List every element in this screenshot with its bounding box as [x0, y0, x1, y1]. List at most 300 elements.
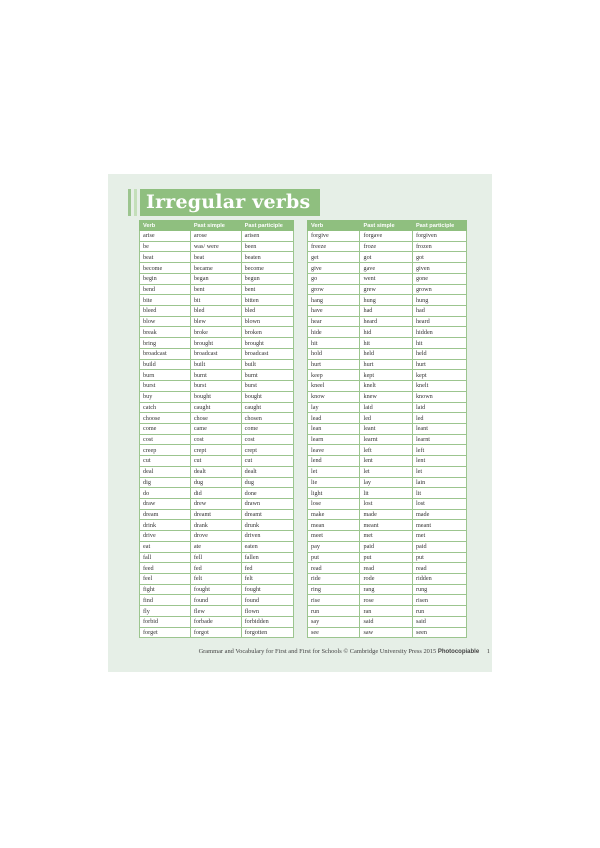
- cell-verb: lend: [308, 456, 360, 467]
- table-row: [308, 348, 467, 359]
- cell-verb: be: [140, 241, 191, 252]
- cell-verb: go: [308, 273, 360, 284]
- table-row: [140, 456, 294, 467]
- cell-verb: keep: [308, 370, 360, 381]
- cell-past-simple: brought: [190, 338, 241, 349]
- cell-past-simple: ate: [190, 541, 241, 552]
- table-row: [308, 595, 467, 606]
- cell-verb: find: [140, 595, 191, 606]
- table-row: [140, 477, 294, 488]
- cell-past-participle: dealt: [241, 466, 293, 477]
- cell-past-simple: became: [190, 263, 241, 274]
- table-row: [140, 627, 294, 638]
- cell-past-simple: laid: [360, 402, 412, 413]
- table-row: [308, 402, 467, 413]
- table-row: [308, 359, 467, 370]
- worksheet-page: [108, 174, 492, 672]
- table-row: [140, 606, 294, 617]
- cell-verb: put: [308, 552, 360, 563]
- cell-verb: come: [140, 423, 191, 434]
- cell-verb: bend: [140, 284, 191, 295]
- cell-verb: ride: [308, 574, 360, 585]
- page-title: Irregular verbs: [140, 189, 320, 216]
- cell-past-simple: forgot: [190, 627, 241, 638]
- cell-verb: bite: [140, 295, 191, 306]
- table-row: [308, 574, 467, 585]
- cell-past-simple: led: [360, 413, 412, 424]
- table-row: [308, 456, 467, 467]
- cell-past-participle: bitten: [241, 295, 293, 306]
- cell-verb: broadcast: [140, 348, 191, 359]
- header-past-simple: Past simple: [190, 221, 241, 231]
- cell-past-participle: fed: [241, 563, 293, 574]
- table-row: [308, 520, 467, 531]
- table-row: [308, 552, 467, 563]
- cell-past-simple: drew: [190, 498, 241, 509]
- table-row: [140, 616, 294, 627]
- cell-past-simple: began: [190, 273, 241, 284]
- table-row: [140, 584, 294, 595]
- cell-past-simple: bit: [190, 295, 241, 306]
- table-row: [308, 316, 467, 327]
- header-verb: Verb: [140, 221, 191, 231]
- cell-past-participle: found: [241, 595, 293, 606]
- table-row: [308, 627, 467, 638]
- table-row: [140, 348, 294, 359]
- cell-past-participle: got: [412, 252, 466, 263]
- cell-verb: eat: [140, 541, 191, 552]
- cell-verb: give: [308, 263, 360, 274]
- cell-past-participle: eaten: [241, 541, 293, 552]
- cell-past-participle: led: [412, 413, 466, 424]
- cell-past-simple: saw: [360, 627, 412, 638]
- cell-verb: meet: [308, 531, 360, 542]
- cell-past-simple: leant: [360, 423, 412, 434]
- header-verb: Verb: [308, 221, 360, 231]
- cell-past-simple: rose: [360, 595, 412, 606]
- header-past-simple: Past simple: [360, 221, 412, 231]
- cell-past-participle: blown: [241, 316, 293, 327]
- cell-verb: become: [140, 263, 191, 274]
- table-row: [308, 252, 467, 263]
- cell-past-participle: driven: [241, 531, 293, 542]
- table-row: [308, 370, 467, 381]
- cell-past-participle: flown: [241, 606, 293, 617]
- verb-table-left: [139, 220, 294, 638]
- cell-past-participle: lain: [412, 477, 466, 488]
- cell-verb: build: [140, 359, 191, 370]
- title-banner: [128, 189, 320, 216]
- cell-past-simple: burst: [190, 381, 241, 392]
- cell-past-participle: dug: [241, 477, 293, 488]
- cell-past-simple: had: [360, 306, 412, 317]
- table-row: [140, 295, 294, 306]
- cell-past-participle: left: [412, 445, 466, 456]
- cell-past-participle: drawn: [241, 498, 293, 509]
- table-row: [140, 327, 294, 338]
- cell-past-simple: froze: [360, 241, 412, 252]
- cell-past-participle: ridden: [412, 574, 466, 585]
- cell-verb: ring: [308, 584, 360, 595]
- table-row: [308, 241, 467, 252]
- cell-past-simple: forgave: [360, 231, 412, 242]
- cell-past-participle: fought: [241, 584, 293, 595]
- cell-past-simple: got: [360, 252, 412, 263]
- cell-verb: choose: [140, 413, 191, 424]
- table-row: [140, 520, 294, 531]
- table-row: [308, 477, 467, 488]
- table-row: [140, 531, 294, 542]
- table-row: [308, 531, 467, 542]
- cell-past-participle: forbidden: [241, 616, 293, 627]
- cell-verb: hurt: [308, 359, 360, 370]
- cell-past-simple: held: [360, 348, 412, 359]
- cell-verb: make: [308, 509, 360, 520]
- table-row: [140, 488, 294, 499]
- cell-verb: say: [308, 616, 360, 627]
- cell-past-participle: kept: [412, 370, 466, 381]
- cell-past-simple: went: [360, 273, 412, 284]
- verb-table-right: [307, 220, 467, 638]
- table-row: [308, 273, 467, 284]
- cell-past-simple: hid: [360, 327, 412, 338]
- cell-past-simple: grew: [360, 284, 412, 295]
- cell-past-participle: cut: [241, 456, 293, 467]
- table-row: [140, 273, 294, 284]
- cell-verb: burst: [140, 381, 191, 392]
- cell-verb: beat: [140, 252, 191, 263]
- cell-past-simple: knew: [360, 391, 412, 402]
- cell-past-simple: did: [190, 488, 241, 499]
- table-row: [140, 241, 294, 252]
- cell-past-participle: broken: [241, 327, 293, 338]
- cell-past-simple: kept: [360, 370, 412, 381]
- cell-past-simple: dug: [190, 477, 241, 488]
- cell-verb: light: [308, 488, 360, 499]
- cell-verb: kneel: [308, 381, 360, 392]
- cell-past-participle: leant: [412, 423, 466, 434]
- cell-past-participle: hurt: [412, 359, 466, 370]
- cell-past-simple: gave: [360, 263, 412, 274]
- table-row: [308, 263, 467, 274]
- cell-past-simple: was/ were: [190, 241, 241, 252]
- cell-verb: feed: [140, 563, 191, 574]
- cell-verb: freeze: [308, 241, 360, 252]
- cell-verb: buy: [140, 391, 191, 402]
- cell-verb: blow: [140, 316, 191, 327]
- cell-past-participle: put: [412, 552, 466, 563]
- table-header-row: [308, 221, 467, 231]
- table-row: [308, 445, 467, 456]
- cell-past-simple: fed: [190, 563, 241, 574]
- cell-verb: run: [308, 606, 360, 617]
- cell-verb: hold: [308, 348, 360, 359]
- table-row: [308, 338, 467, 349]
- cell-past-participle: hit: [412, 338, 466, 349]
- cell-verb: deal: [140, 466, 191, 477]
- cell-past-participle: held: [412, 348, 466, 359]
- cell-past-participle: made: [412, 509, 466, 520]
- table-row: [308, 306, 467, 317]
- cell-verb: hear: [308, 316, 360, 327]
- cell-past-participle: drunk: [241, 520, 293, 531]
- cell-past-simple: blew: [190, 316, 241, 327]
- cell-past-simple: forbade: [190, 616, 241, 627]
- cell-past-participle: built: [241, 359, 293, 370]
- cell-past-participle: seen: [412, 627, 466, 638]
- table-header-row: [140, 221, 294, 231]
- cell-verb: fall: [140, 552, 191, 563]
- cell-past-participle: grown: [412, 284, 466, 295]
- cell-past-participle: said: [412, 616, 466, 627]
- cell-past-simple: rang: [360, 584, 412, 595]
- cell-past-simple: lit: [360, 488, 412, 499]
- cell-verb: fly: [140, 606, 191, 617]
- cell-past-simple: beat: [190, 252, 241, 263]
- cell-past-participle: gone: [412, 273, 466, 284]
- cell-past-participle: arisen: [241, 231, 293, 242]
- header-past-participle: Past participle: [241, 221, 293, 231]
- cell-past-simple: arose: [190, 231, 241, 242]
- cell-past-simple: hurt: [360, 359, 412, 370]
- cell-past-simple: felt: [190, 574, 241, 585]
- cell-past-simple: lent: [360, 456, 412, 467]
- cell-past-simple: drove: [190, 531, 241, 542]
- cell-verb: break: [140, 327, 191, 338]
- cell-past-participle: had: [412, 306, 466, 317]
- cell-past-participle: lent: [412, 456, 466, 467]
- cell-past-simple: burnt: [190, 370, 241, 381]
- table-row: [308, 381, 467, 392]
- cell-past-participle: known: [412, 391, 466, 402]
- cell-past-participle: cost: [241, 434, 293, 445]
- cell-verb: creep: [140, 445, 191, 456]
- page-footer: [160, 648, 490, 655]
- cell-verb: cost: [140, 434, 191, 445]
- cell-verb: draw: [140, 498, 191, 509]
- cell-past-participle: risen: [412, 595, 466, 606]
- cell-verb: forgive: [308, 231, 360, 242]
- cell-verb: pay: [308, 541, 360, 552]
- table-row: [308, 616, 467, 627]
- cell-past-participle: bought: [241, 391, 293, 402]
- table-row: [140, 359, 294, 370]
- table-row: [308, 498, 467, 509]
- table-row: [140, 338, 294, 349]
- cell-verb: have: [308, 306, 360, 317]
- cell-past-simple: heard: [360, 316, 412, 327]
- cell-past-simple: fought: [190, 584, 241, 595]
- table-row: [140, 284, 294, 295]
- cell-past-participle: let: [412, 466, 466, 477]
- cell-past-participle: hidden: [412, 327, 466, 338]
- cell-past-participle: forgiven: [412, 231, 466, 242]
- cell-past-simple: meant: [360, 520, 412, 531]
- cell-verb: lie: [308, 477, 360, 488]
- cell-verb: read: [308, 563, 360, 574]
- title-accent-stripe: [128, 189, 131, 216]
- cell-past-participle: been: [241, 241, 293, 252]
- table-row: [308, 563, 467, 574]
- cell-past-participle: bent: [241, 284, 293, 295]
- table-row: [308, 423, 467, 434]
- cell-past-simple: caught: [190, 402, 241, 413]
- table-row: [140, 434, 294, 445]
- cell-past-simple: dreamt: [190, 509, 241, 520]
- cell-verb: lay: [308, 402, 360, 413]
- cell-past-participle: burst: [241, 381, 293, 392]
- cell-verb: fight: [140, 584, 191, 595]
- table-row: [140, 252, 294, 263]
- cell-past-participle: laid: [412, 402, 466, 413]
- table-row: [140, 466, 294, 477]
- table-row: [140, 552, 294, 563]
- cell-verb: feel: [140, 574, 191, 585]
- cell-verb: catch: [140, 402, 191, 413]
- cell-past-simple: read: [360, 563, 412, 574]
- cell-past-simple: hit: [360, 338, 412, 349]
- cell-verb: forget: [140, 627, 191, 638]
- cell-past-simple: met: [360, 531, 412, 542]
- table-row: [140, 541, 294, 552]
- cell-verb: cut: [140, 456, 191, 467]
- cell-verb: hide: [308, 327, 360, 338]
- cell-past-participle: caught: [241, 402, 293, 413]
- title-accent-stripe: [134, 189, 137, 216]
- cell-past-participle: burnt: [241, 370, 293, 381]
- cell-past-participle: knelt: [412, 381, 466, 392]
- cell-verb: lean: [308, 423, 360, 434]
- table-row: [308, 488, 467, 499]
- cell-past-simple: lay: [360, 477, 412, 488]
- table-row: [140, 595, 294, 606]
- cell-past-participle: read: [412, 563, 466, 574]
- cell-past-simple: rode: [360, 574, 412, 585]
- cell-verb: mean: [308, 520, 360, 531]
- table-row: [308, 584, 467, 595]
- cell-past-simple: cut: [190, 456, 241, 467]
- cell-past-participle: lit: [412, 488, 466, 499]
- cell-past-simple: dealt: [190, 466, 241, 477]
- cell-past-participle: rung: [412, 584, 466, 595]
- table-row: [140, 263, 294, 274]
- table-row: [308, 466, 467, 477]
- cell-past-participle: crept: [241, 445, 293, 456]
- cell-past-participle: heard: [412, 316, 466, 327]
- cell-verb: hang: [308, 295, 360, 306]
- table-row: [140, 402, 294, 413]
- cell-past-participle: begun: [241, 273, 293, 284]
- cell-verb: see: [308, 627, 360, 638]
- table-row: [140, 423, 294, 434]
- cell-past-participle: become: [241, 263, 293, 274]
- cell-past-participle: frozen: [412, 241, 466, 252]
- table-row: [308, 327, 467, 338]
- cell-past-simple: cost: [190, 434, 241, 445]
- cell-verb: rise: [308, 595, 360, 606]
- cell-past-simple: bought: [190, 391, 241, 402]
- cell-past-participle: beaten: [241, 252, 293, 263]
- cell-past-simple: made: [360, 509, 412, 520]
- cell-past-participle: given: [412, 263, 466, 274]
- table-row: [140, 370, 294, 381]
- cell-past-participle: met: [412, 531, 466, 542]
- cell-past-participle: hung: [412, 295, 466, 306]
- copyright-text: Grammar and Vocabulary for First and First for Schools © Cambridge University Press 2015: [198, 648, 437, 655]
- cell-past-simple: crept: [190, 445, 241, 456]
- cell-past-simple: lost: [360, 498, 412, 509]
- table-row: [308, 295, 467, 306]
- cell-verb: bleed: [140, 306, 191, 317]
- cell-past-simple: bent: [190, 284, 241, 295]
- cell-past-simple: knelt: [360, 381, 412, 392]
- cell-past-participle: run: [412, 606, 466, 617]
- cell-past-participle: paid: [412, 541, 466, 552]
- table-row: [308, 434, 467, 445]
- cell-past-simple: said: [360, 616, 412, 627]
- cell-past-participle: learnt: [412, 434, 466, 445]
- table-row: [308, 413, 467, 424]
- photocopiable-label: Photocopiable: [437, 649, 480, 655]
- table-row: [308, 231, 467, 242]
- cell-verb: begin: [140, 273, 191, 284]
- cell-past-simple: left: [360, 445, 412, 456]
- table-row: [140, 413, 294, 424]
- cell-past-participle: felt: [241, 574, 293, 585]
- cell-past-participle: dreamt: [241, 509, 293, 520]
- cell-past-simple: flew: [190, 606, 241, 617]
- cell-past-participle: bled: [241, 306, 293, 317]
- table-row: [140, 498, 294, 509]
- cell-verb: bring: [140, 338, 191, 349]
- table-row: [140, 509, 294, 520]
- cell-past-participle: lost: [412, 498, 466, 509]
- cell-past-participle: brought: [241, 338, 293, 349]
- cell-verb: dream: [140, 509, 191, 520]
- cell-verb: get: [308, 252, 360, 263]
- cell-verb: hit: [308, 338, 360, 349]
- table-row: [308, 541, 467, 552]
- cell-verb: lose: [308, 498, 360, 509]
- cell-verb: do: [140, 488, 191, 499]
- cell-past-simple: paid: [360, 541, 412, 552]
- cell-verb: know: [308, 391, 360, 402]
- cell-past-simple: drank: [190, 520, 241, 531]
- cell-past-participle: fallen: [241, 552, 293, 563]
- cell-verb: lead: [308, 413, 360, 424]
- cell-verb: arise: [140, 231, 191, 242]
- table-row: [140, 381, 294, 392]
- cell-past-simple: let: [360, 466, 412, 477]
- table-row: [308, 606, 467, 617]
- header-past-participle: Past participle: [412, 221, 466, 231]
- table-row: [140, 445, 294, 456]
- table-row: [140, 391, 294, 402]
- cell-verb: drive: [140, 531, 191, 542]
- table-row: [140, 316, 294, 327]
- cell-verb: learn: [308, 434, 360, 445]
- page-number: 1: [486, 648, 490, 655]
- table-row: [308, 284, 467, 295]
- cell-past-participle: come: [241, 423, 293, 434]
- cell-past-simple: broadcast: [190, 348, 241, 359]
- cell-past-simple: put: [360, 552, 412, 563]
- cell-past-simple: ran: [360, 606, 412, 617]
- cell-verb: leave: [308, 445, 360, 456]
- cell-verb: grow: [308, 284, 360, 295]
- cell-past-simple: found: [190, 595, 241, 606]
- cell-past-simple: fell: [190, 552, 241, 563]
